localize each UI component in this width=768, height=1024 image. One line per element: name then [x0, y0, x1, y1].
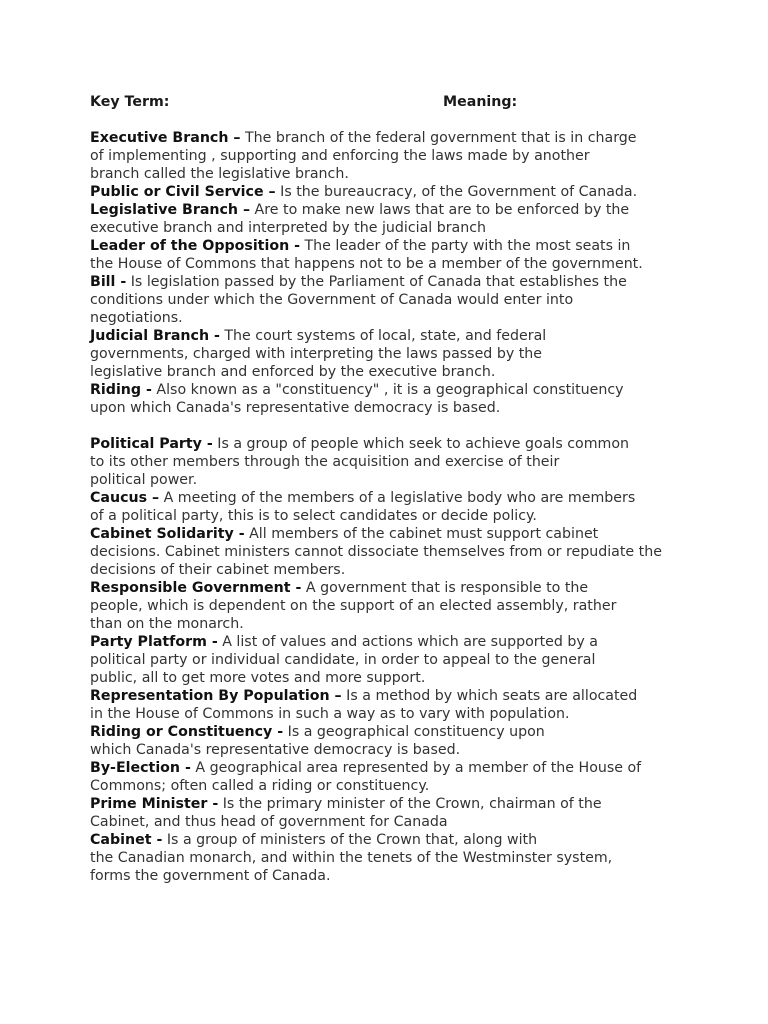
definition-entry-riding — [90, 381, 690, 417]
key-term: Party Platform - — [90, 634, 218, 650]
meaning-text: political power. — [90, 472, 198, 488]
meaning-text: to its other members through the acquisition and exercise of their — [90, 454, 560, 470]
definition-entry-legislative-branch — [90, 201, 690, 237]
definition-entry-cabinet — [90, 831, 690, 885]
meaning-text: legislative branch and enforced by the executive branch. — [90, 364, 496, 380]
meaning-text: executive branch and interpreted by the judicial branch — [90, 220, 487, 236]
key-term: Responsible Government - — [90, 580, 302, 596]
definition-line — [90, 219, 690, 237]
definition-line — [90, 795, 690, 813]
meaning-heading: Meaning: — [443, 94, 518, 110]
key-term: Riding or Constituency - — [90, 724, 284, 740]
meaning-text: upon which Canada's representative democracy is based. — [90, 400, 501, 416]
meaning-text: decisions. Cabinet ministers cannot dissociate themselves from or repudiate the — [90, 544, 662, 560]
definition-entry-leader-of-the-opposition — [90, 237, 690, 273]
key-term: Public or Civil Service – — [90, 184, 276, 200]
section-gap — [90, 417, 690, 435]
definition-line — [90, 453, 690, 471]
definition-line — [90, 255, 690, 273]
meaning-text: A government that is responsible to the — [301, 580, 589, 596]
definition-line — [90, 129, 690, 147]
meaning-text: the House of Commons that happens not to be a member of the government. — [90, 256, 643, 272]
definition-entry-public-or-civil-service — [90, 183, 690, 201]
meaning-text: Is a group of ministers of the Crown that, along with — [162, 832, 538, 848]
definition-line — [90, 849, 690, 867]
key-term-heading: Key Term: — [90, 94, 170, 110]
definition-line — [90, 651, 690, 669]
definition-line — [90, 489, 690, 507]
key-term: Prime Minister - — [90, 796, 219, 812]
meaning-text: Is a group of people which seek to achieve goals common — [212, 436, 630, 452]
table-header — [90, 93, 690, 111]
meaning-text: people, which is dependent on the support of an elected assembly, rather — [90, 598, 617, 614]
meaning-text: All members of the cabinet must support cabinet — [244, 526, 599, 542]
key-term: Judicial Branch - — [90, 328, 220, 344]
definition-entry-political-party — [90, 435, 690, 489]
definition-entry-by-election — [90, 759, 690, 795]
definition-line — [90, 723, 690, 741]
definition-line — [90, 165, 690, 183]
meaning-text: Is a geographical constituency upon — [283, 724, 545, 740]
definition-line — [90, 759, 690, 777]
meaning-text: Also known as a "constituency" , it is a geographical constituency — [151, 382, 624, 398]
meaning-text: branch called the legislative branch. — [90, 166, 349, 182]
key-term: Political Party - — [90, 436, 213, 452]
definitions-group-1 — [90, 129, 690, 417]
definition-line — [90, 615, 690, 633]
key-term: Executive Branch – — [90, 130, 241, 146]
meaning-text: Commons; often called a riding or constituency. — [90, 778, 430, 794]
meaning-text: The leader of the party with the most seats in — [300, 238, 631, 254]
definition-line — [90, 201, 690, 219]
definition-line — [90, 525, 690, 543]
definition-line — [90, 579, 690, 597]
definition-line — [90, 363, 690, 381]
definition-line — [90, 831, 690, 849]
meaning-text: of implementing , supporting and enforcing the laws made by another — [90, 148, 590, 164]
meaning-text: which Canada's representative democracy is based. — [90, 742, 461, 758]
meaning-text: Is the bureaucracy, of the Government of Canada. — [275, 184, 638, 200]
meaning-text: of a political party, this is to select candidates or decide policy. — [90, 508, 537, 524]
meaning-text: A meeting of the members of a legislative body who are members — [159, 490, 636, 506]
key-term: Bill - — [90, 274, 127, 290]
meaning-text: The branch of the federal government that is in charge — [240, 130, 637, 146]
definition-entry-caucus — [90, 489, 690, 525]
definition-entry-party-platform — [90, 633, 690, 687]
definition-line — [90, 813, 690, 831]
document-page — [90, 93, 690, 885]
meaning-text: conditions under which the Government of Canada would enter into — [90, 292, 574, 308]
definition-line — [90, 597, 690, 615]
key-term: Cabinet Solidarity - — [90, 526, 245, 542]
definition-entry-representation-by-population — [90, 687, 690, 723]
definition-entry-executive-branch — [90, 129, 690, 183]
definition-line — [90, 381, 690, 399]
definition-line — [90, 183, 690, 201]
meaning-text: Cabinet, and thus head of government for Canada — [90, 814, 448, 830]
key-term: Riding - — [90, 382, 152, 398]
definition-line — [90, 687, 690, 705]
meaning-text: A list of values and actions which are supported by a — [217, 634, 599, 650]
definition-line — [90, 741, 690, 759]
definition-line — [90, 561, 690, 579]
key-term: By-Election - — [90, 760, 191, 776]
key-term: Legislative Branch – — [90, 202, 251, 218]
meaning-text: in the House of Commons in such a way as to vary with population. — [90, 706, 570, 722]
meaning-text: The court systems of local, state, and federal — [219, 328, 547, 344]
definitions-group-2 — [90, 435, 690, 885]
definition-line — [90, 705, 690, 723]
meaning-text: political party or individual candidate, in order to appeal to the general — [90, 652, 596, 668]
definition-line — [90, 777, 690, 795]
meaning-text: governments, charged with interpreting the laws passed by the — [90, 346, 543, 362]
definition-line — [90, 507, 690, 525]
definition-line — [90, 435, 690, 453]
meaning-text: decisions of their cabinet members. — [90, 562, 346, 578]
meaning-text: than on the monarch. — [90, 616, 244, 632]
meaning-text: forms the government of Canada. — [90, 868, 331, 884]
definition-line — [90, 273, 690, 291]
meaning-text: the Canadian monarch, and within the tenets of the Westminster system, — [90, 850, 613, 866]
definition-line — [90, 237, 690, 255]
definition-line — [90, 399, 690, 417]
definition-entry-responsible-government — [90, 579, 690, 633]
definition-line — [90, 471, 690, 489]
key-term: Caucus – — [90, 490, 160, 506]
meaning-text: negotiations. — [90, 310, 183, 326]
key-term: Cabinet - — [90, 832, 163, 848]
definition-entry-bill — [90, 273, 690, 327]
key-term: Representation By Population – — [90, 688, 342, 704]
meaning-text: Is a method by which seats are allocated — [341, 688, 638, 704]
definition-line — [90, 309, 690, 327]
definition-line — [90, 633, 690, 651]
meaning-text: Is legislation passed by the Parliament of Canada that establishes the — [126, 274, 627, 290]
key-term: Leader of the Opposition - — [90, 238, 300, 254]
meaning-text: Is the primary minister of the Crown, chairman of the — [218, 796, 602, 812]
definition-entry-prime-minister — [90, 795, 690, 831]
definition-entry-riding-or-constituency — [90, 723, 690, 759]
definition-line — [90, 669, 690, 687]
meaning-text: A geographical area represented by a member of the House of — [190, 760, 642, 776]
meaning-text: Are to make new laws that are to be enforced by the — [250, 202, 630, 218]
definition-line — [90, 543, 690, 561]
definition-line — [90, 147, 690, 165]
definition-line — [90, 291, 690, 309]
definition-entry-judicial-branch — [90, 327, 690, 381]
definition-line — [90, 327, 690, 345]
definition-line — [90, 867, 690, 885]
meaning-text: public, all to get more votes and more support. — [90, 670, 426, 686]
definition-line — [90, 345, 690, 363]
definition-entry-cabinet-solidarity — [90, 525, 690, 579]
